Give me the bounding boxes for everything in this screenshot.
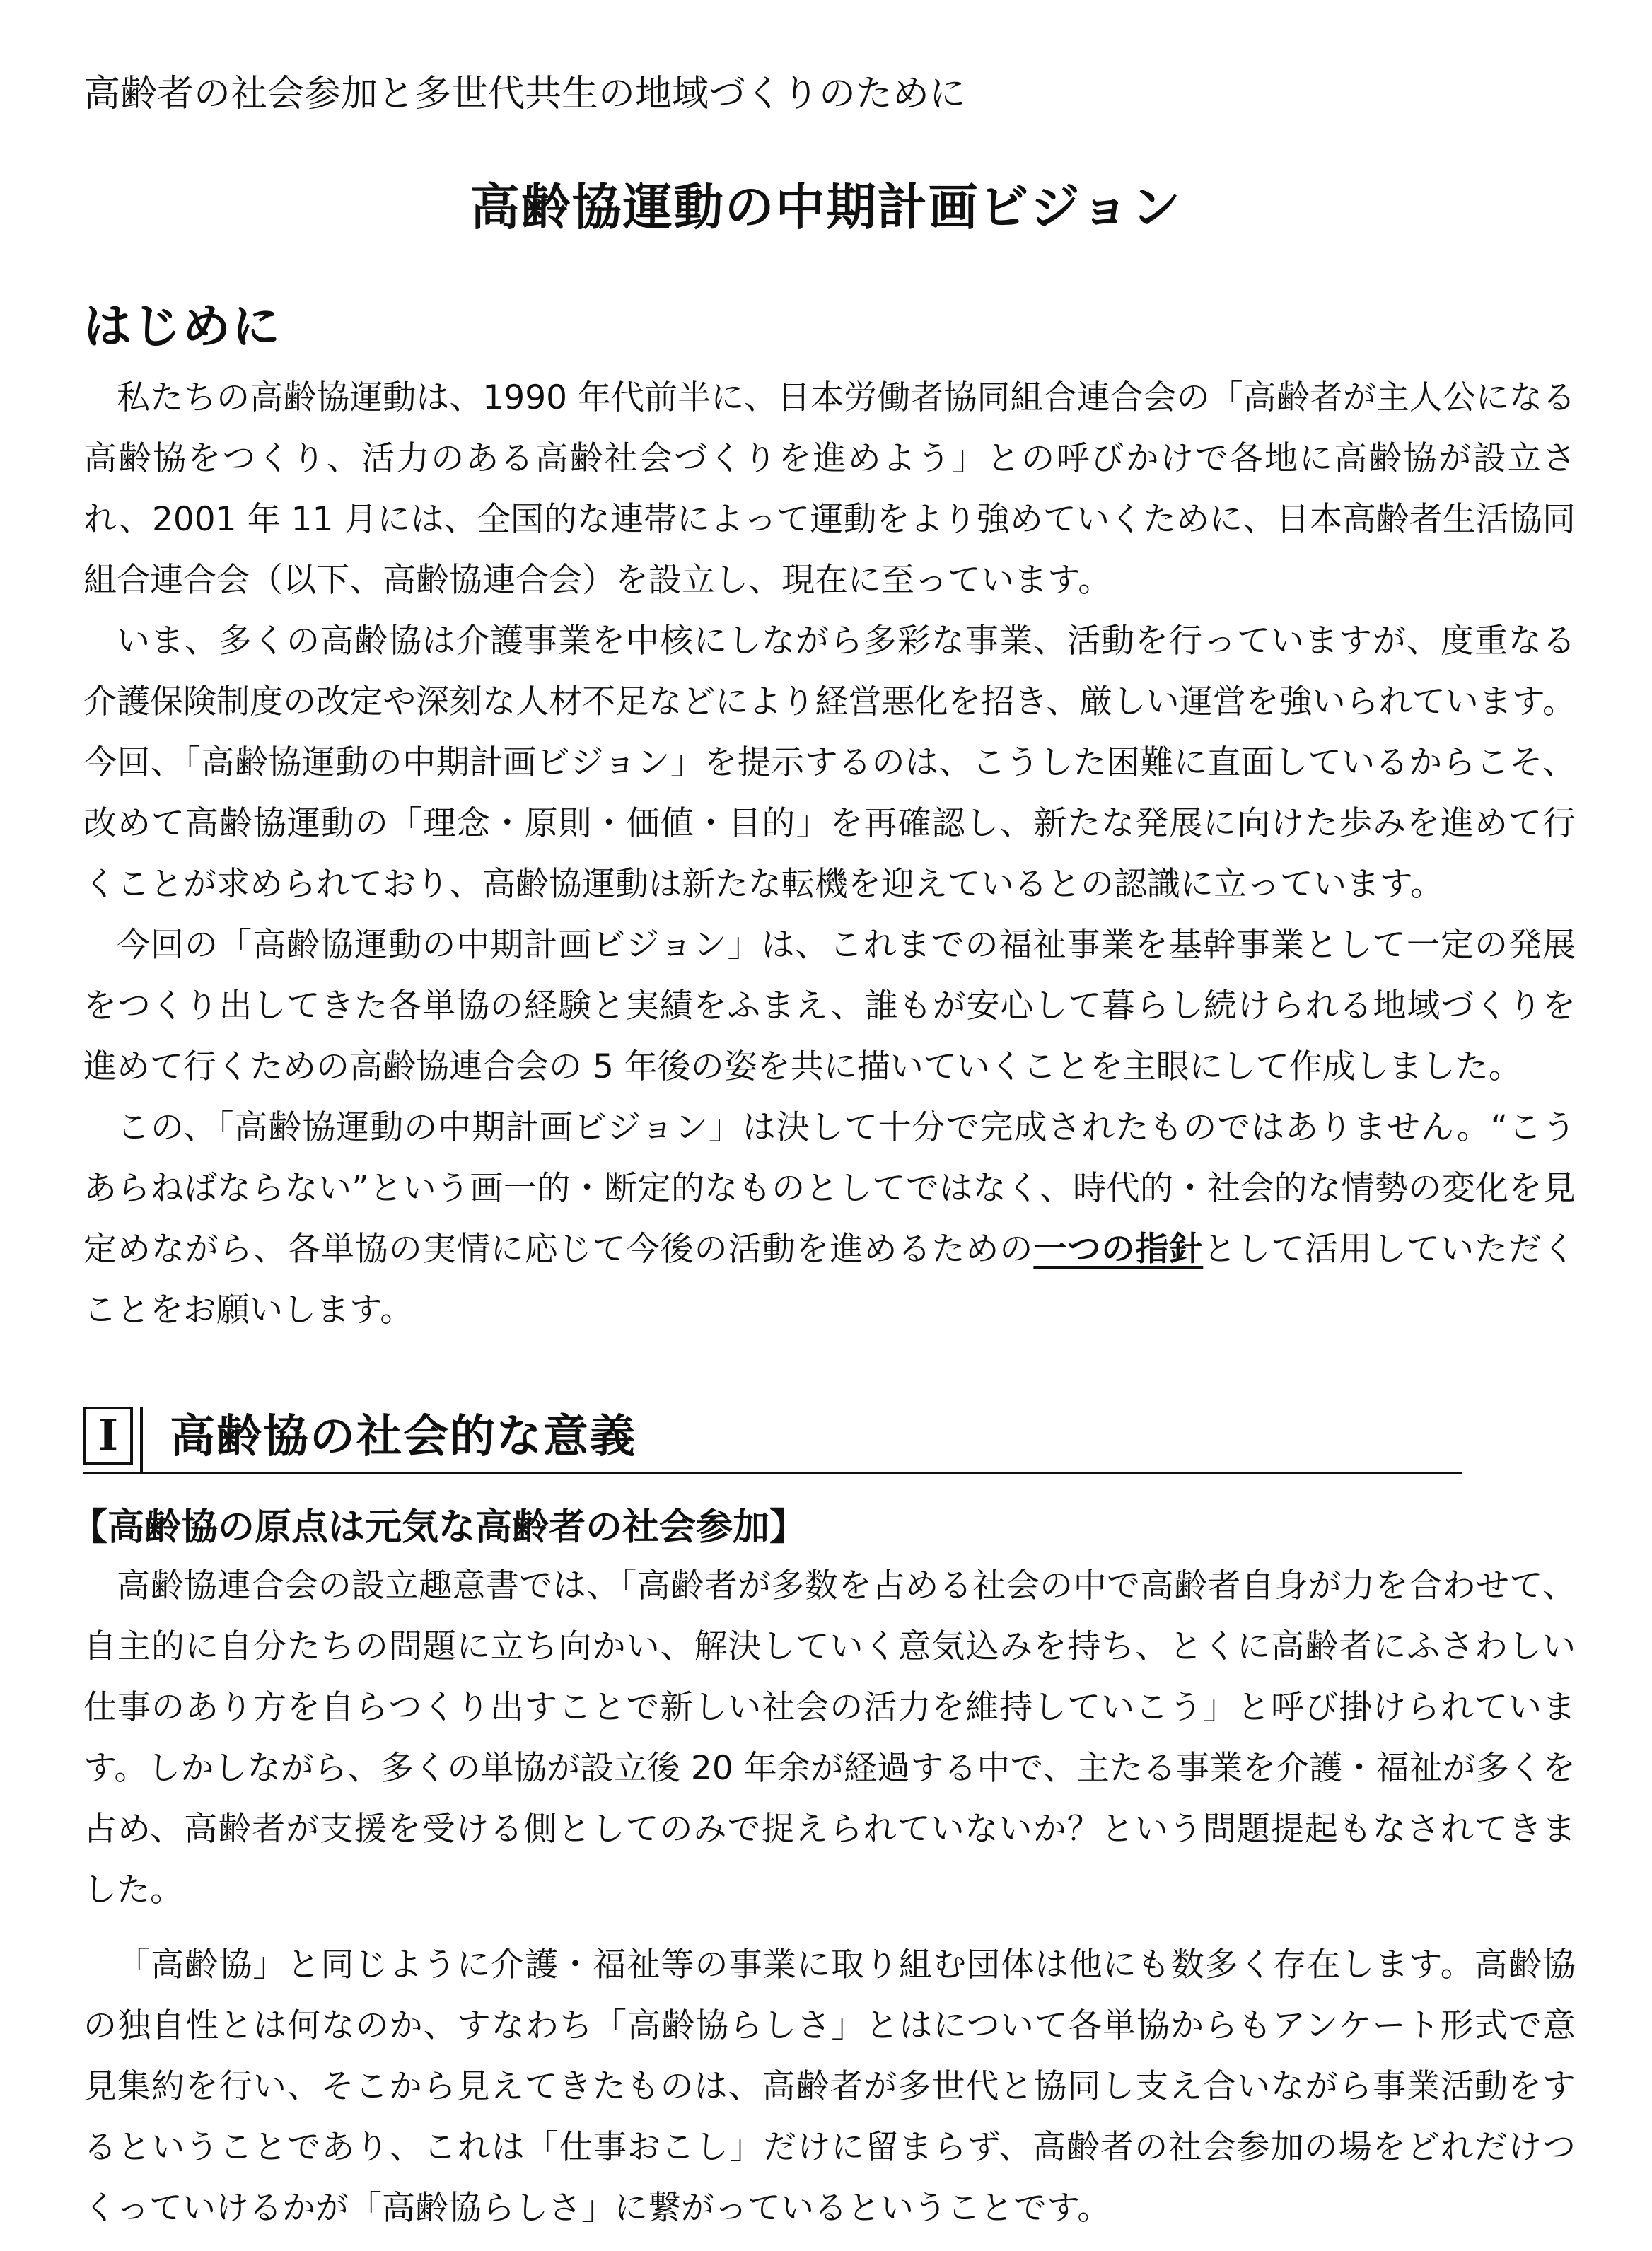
section-1-body — [83, 1556, 1576, 2239]
document-title: 高齢協運動の中期計画ビジョン — [470, 178, 1182, 236]
section-1-paragraph-2: 「高齢協」と同じように介護・福祉等の事業に取り組む団体は他にも数多く存在します。高齢協の独自性とは何なのか、すなわち「高齢協らしさ」とはについて各単協からもアンケート形式で意見集約を行い、そこから見えてきたものは、高齢者が多世代と協同し支え合いながら事業活動をするということであり、これは「仕事おこし」だけに留まらず、高齢者の社会参加の場をどれだけつくっていけるかが「高齢協らしさ」に繋がっているということです。 — [83, 1945, 1576, 2228]
document-subtitle: 高齢者の社会参加と多世代共生の地域づくりのために — [83, 73, 967, 115]
section-1-title: 高齢協の社会的な意義 — [170, 1411, 636, 1463]
intro-body — [83, 368, 1576, 1341]
section-1-heading — [83, 1404, 1462, 1474]
intro-paragraph-2: いま、多くの高齢協は介護事業を中核にしながら多彩な事業、活動を行っていますが、度重なる介護保険制度の改定や深刻な人材不足などにより経営悪化を招き、厳しい運営を強いられています。今回、「高齢協運動の中期計画ビジョン」を提示するのは、こうした困難に直面しているからこそ、改めて高齢協運動の「理念・原則・価値・目的」を再確認し、新たな発展に向けた歩みを進めて行くことが求められており、高齢協運動は新たな転機を迎えているとの認識に立っています。 — [83, 622, 1576, 904]
section-number-box: I — [83, 1407, 133, 1465]
intro-paragraph-4-text-after: として活用していただくことをお願いします。 — [83, 1230, 1576, 1330]
intro-heading: はじめに — [83, 299, 282, 355]
intro-paragraph-3: 今回の「高齢協運動の中期計画ビジョン」は、これまでの福祉事業を基幹事業として一定の発展をつくり出してきた各単協の経験と実績をふまえ、誰もが安心して暮らし続けられる地域づくりを進めて行くための高齢協連合会の 5 年後の姿を共に描いていくことを主眼にして作成しました。 — [83, 926, 1576, 1086]
section-1-subheading: 【高齢協の原点は元気な高齢者の社会参加】 — [71, 1506, 807, 1549]
emphasis-one-guideline: 一つの指針 — [1033, 1230, 1204, 1269]
intro-paragraph-1: 私たちの高齢協運動は、1990 年代前半に、日本労働者協同組合連合会の「高齢者が主人公になる高齢協をつくり、活力のある高齢社会づくりを進めよう」との呼びかけで各地に高齢協が設立され、2001 年 11 月には、全国的な連帯によって運動をより強めていくために、日本高齢者生活協同組合連合会（以下、高齢協連合会）を設立し、現在に至っています。 — [83, 378, 1576, 600]
section-number-divider — [140, 1407, 143, 1472]
intro-paragraph-4-text-before: この、「高齢協運動の中期計画ビジョン」は決して十分で完成されたものではありません。“こうあらねばならない”という画一的・断定的なものとしてではなく、時代的・社会的な情勢の変化を見定めながら、各単協の実情に応じて今後の活動を進めるための — [83, 1108, 1576, 1269]
section-1-paragraph-1: 高齢協連合会の設立趣意書では、「高齢者が多数を占める社会の中で高齢者自身が力を合わせて、自主的に自分たちの問題に立ち向かい、解決していく意気込みを持ち、とくに高齢者にふさわしい仕事のあり方を自らつくり出すことで新しい社会の活力を維持していこう」と呼び掛けられています。しかしながら、多くの単協が設立後 20 年余が経過する中で、主たる事業を介護・福祉が多くを占め、高齢者が支援を受ける側としてのみで捉えられていないか？という問題提起もなされてきました。 — [83, 1566, 1576, 1909]
intro-paragraph-4 — [83, 1098, 1576, 1341]
